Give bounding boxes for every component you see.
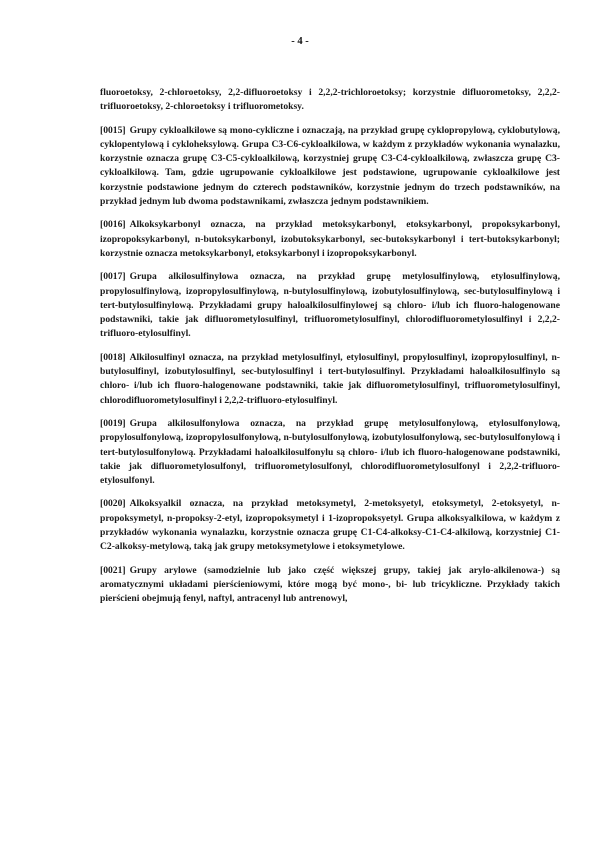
paragraph-number: [0018] bbox=[100, 351, 126, 363]
paragraph-text: Grupy arylowe (samodzielnie lub jako część większej grupy, takiej jak arylo-alkilenowa-) są aromatycznymi układami pierścieniowymi, które mogą być mono-, bi- lub tricykliczne. Przykłady takich pierścieni obejmują fenyl, naftyl, antracenyl lub antrenowyl, bbox=[100, 564, 560, 605]
paragraph-text: Grupy cykloalkilowe są mono-cykliczne i oznaczają, na przykład grupę cyklopropylową, cyklobutylową, cyklopentylową i cykloheksylową. Grupa C3-C6-cykloalkilowa, w każdym z przykładów wykonania wynalazku, korzystnie oznacza grupę C3-C5-cykloalkilową, korzystniej grupę C3-C4-cykloalkilową, zwłaszcza grupę C3-cykloalkilową. Tam, gdzie ugrupowanie cykloalkilowe jest podstawione, ugrupowanie cykloalkilowe jest korzystnie podstawione jednym do czterech podstawników, korzystnie jednym do trzech podstawników, na przykład jednym lub dwoma podstawnikami, zwłaszcza jednym podstawnikiem. bbox=[100, 124, 560, 208]
paragraph-number: [0019] bbox=[100, 417, 126, 429]
paragraph-text: Grupa alkilosulfinylowa oznacza, na przykład grupę metylosulfinylową, etylosulfinylową, propylosulfinylową, izopropylosulfinylową, n-butylosulfinylową, izobutylosulfinylową, sec-butylosulfinylową i tert-butylosulfinylową. Przykładami grupy haloalkilosulfinylowej są chloro- i/lub ich fluoro-halogenowane podstawniki, takie jak difluorometylosulfinyl, trifluorometylosulfinyl, chlorodifluorometylosulfinyl i 2,2,2-trifluoro-etylosulfinyl. bbox=[100, 271, 560, 340]
paragraph-number: [0017] bbox=[100, 271, 126, 283]
paragraph-text: Alkoksyalkil oznacza, na przykład metoksymetyl, 2-metoksyetyl, etoksymetyl, 2-etoksyetyl, n-propoksymetyl, n-propoksy-2-etyl, izopropoksymetyl i 1-izopropoksyetyl. Grupa alkoksyalkilowa, w każdym z przykładów wykonania wynalazku, korzystnie oznacza grupę C1-C4-alkoksy-C1-C4-alkilową, korzystniej C1-C2-alkoksy-metylową, taką jak grupy metoksymetylowe i etoksymetylowe. bbox=[100, 498, 560, 553]
paragraph-text: Alkoksykarbonyl oznacza, na przykład metoksykarbonyl, etoksykarbonyl, propoksykarbonyl, izopropoksykarbonyl, n-butoksykarbonyl, izobutoksykarbonyl, sec-butoksykarbonyl i tert-butoksykarbonyl; korzystnie oznacza metoksykarbonyl, etoksykarbonyl i izopropoksykarbonyl. bbox=[100, 219, 560, 259]
paragraph-number: [0015] bbox=[100, 124, 126, 136]
paragraph-text: Alkilosulfinyl oznacza, na przykład metylosulfinyl, etylosulfinyl, propylosulfinyl, izopropylosulfinyl, n-butylosulfinyl, izobutylosulfinyl, sec-butylosulfinyl i tert-butylosulfinyl. Przykładami haloalkilosulfinylo są chloro- i/lub ich fluoro-halogenowane podstawniki, takie jak difluorometylosulfinyl, trifluorometylosulfinyl, chlorodifluorometylosulfinyl i 2,2,2-trifluoro-etylosulfinyl. bbox=[100, 351, 560, 406]
page-number: - 4 - bbox=[291, 36, 309, 47]
paragraph-text: fluoroetoksy, 2-chloroetoksy, 2,2-difluoroetoksy i 2,2,2-trichloroetoksy; korzystnie difluorometoksy, 2,2,2-trifluoroetoksy, 2-chloroetoksy i trifluorometoksy. bbox=[100, 87, 560, 113]
paragraph-0015 bbox=[100, 124, 560, 210]
paragraph-text: Grupa alkilosulfonylowa oznacza, na przykład grupę metylosulfonylową, etylosulfonylową, propylosulfonylową, izopropylosulfonylową, n-butylosulfonylową, izobutylosulfonylową, sec-butylosulfonylową i tert-butylosulfonylową. Przykładami haloalkilosulfonylu są chloro- i/lub ich fluoro-halogenowane podstawniki, takie jak difluorometylosulfonyl, trifluorometylosulfonyl, chlorodifluorometylosulfonyl i 2,2,2-trifluoro-etylosulfonyl. bbox=[100, 417, 560, 487]
paragraph-number: [0016] bbox=[100, 219, 126, 231]
document-body bbox=[100, 86, 560, 616]
paragraph-number: [0021] bbox=[100, 564, 126, 576]
paragraph-0019 bbox=[100, 417, 560, 488]
paragraph-continuation bbox=[100, 86, 560, 115]
paragraph-0020 bbox=[100, 497, 560, 554]
paragraph-number: [0020] bbox=[100, 498, 126, 510]
paragraph-0021 bbox=[100, 564, 560, 607]
paragraph-0018 bbox=[100, 351, 560, 408]
paragraph-0016 bbox=[100, 218, 560, 261]
paragraph-0017 bbox=[100, 270, 560, 341]
